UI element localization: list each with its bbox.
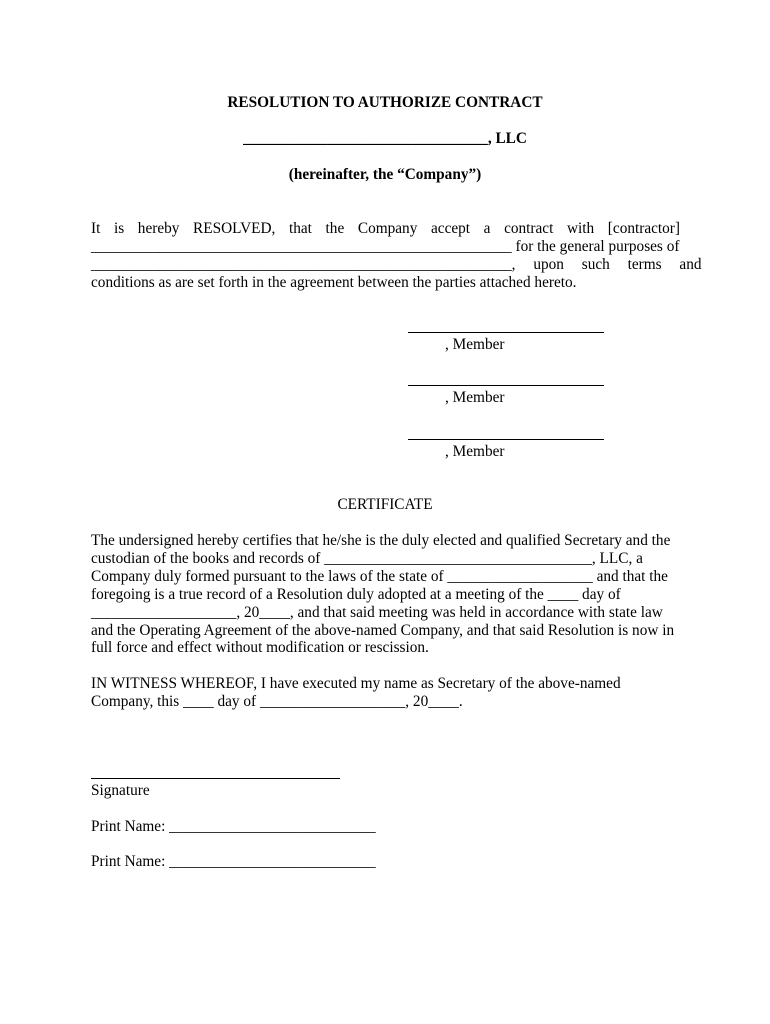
purpose-blank-2[interactable]: _______________________________________________________ — [91, 256, 512, 273]
certificate-line: The undersigned hereby certifies that he/she is the duly elected and qualified Secretary and the — [91, 532, 671, 549]
resolution-line-3 — [91, 256, 702, 274]
certificate-line: ___________________, 20____, and that said meeting was held in accordance with state law — [91, 604, 663, 621]
secretary-signature-line[interactable] — [91, 778, 340, 779]
resolution-line-2 — [91, 238, 680, 256]
resolution-line-4: conditions as are set forth in the agreement between the parties attached hereto. — [91, 274, 577, 291]
llc-name-blank[interactable]: ________________________________ — [243, 130, 488, 147]
print-name-field-1[interactable]: Print Name: ___________________________ — [91, 818, 376, 835]
resolution-line-1: It is hereby RESOLVED, that the Company accept a contract with [contractor] — [91, 220, 680, 237]
print-name-field-2[interactable]: Print Name: ___________________________ — [91, 853, 376, 870]
hereinafter-line: (hereinafter, the “Company”) — [288, 166, 482, 183]
member-signature-line-3[interactable] — [408, 439, 604, 440]
certificate-line: and the Operating Agreement of the above-named Company, and that said Resolution is now in — [91, 622, 675, 639]
certificate-line: full force and effect without modification or rescission. — [91, 639, 429, 656]
document-title: RESOLUTION TO AUTHORIZE CONTRACT — [227, 94, 543, 111]
certificate-line: foregoing is a true record of a Resolution duly adopted at a meeting of the ____ day of — [91, 586, 621, 603]
signature-label: Signature — [91, 782, 150, 799]
purpose-blank[interactable]: _______________________________________________________ — [91, 238, 512, 255]
llc-name-line — [0, 130, 770, 148]
witness-line: Company, this ____ day of ___________________, 20____. — [91, 693, 463, 710]
witness-line: IN WITNESS WHEREOF, I have executed my name as Secretary of the above-named — [91, 675, 621, 692]
member-signature-line-1[interactable] — [408, 332, 604, 333]
resolution-line-3-tail: , upon such terms and — [511, 256, 702, 273]
certificate-heading: CERTIFICATE — [337, 496, 433, 513]
member-label-3: , Member — [445, 443, 505, 460]
resolution-line-2-tail: for the general purposes of — [511, 238, 680, 255]
member-label-2: , Member — [445, 389, 505, 406]
llc-suffix: , LLC — [487, 130, 527, 147]
certificate-line: Company duly formed pursuant to the laws of the state of ___________________ and that the — [91, 568, 668, 585]
member-label-1: , Member — [445, 336, 505, 353]
certificate-line: custodian of the books and records of ___________________________________, LLC, a — [91, 550, 643, 567]
member-signature-line-2[interactable] — [408, 385, 604, 386]
